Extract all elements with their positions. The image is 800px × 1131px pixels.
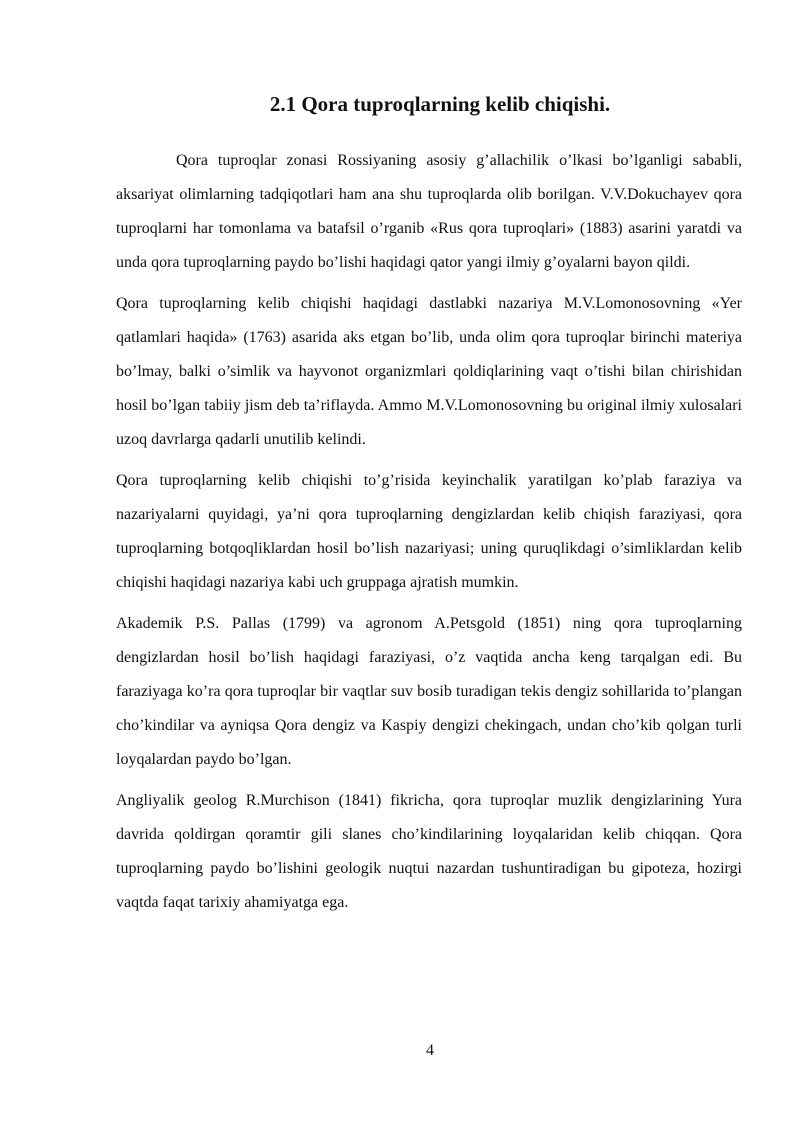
body-text [116,144,742,927]
page-number: 4 [426,1042,434,1059]
paragraph-3: Qora tuproqlarning kelib chiqishi to’g’risida keyinchalik yaratilgan ko’plab faraziya va nazariyalarni quyidagi, ya’ni qora tuproqlarning dengizlardan kelib chiqish faraziyasi, qora tuproqlarning botqoqliklardan hosil bo’lish nazariyasi; uning quruqlikdagi o’simliklardan kelib chiqishi haqidagi nazariya kabi uch gruppaga ajratish mumkin. [116,472,742,591]
paragraph-1: Qora tuproqlar zonasi Rossiyaning asosiy g’allachilik o’lkasi bo’lganligi sababli, aksariyat olimlarning tadqiqotlari ham ana shu tuproqlarda olib borilgan. V.V.Dokuchayev qora tuproqlarni har tomonlama va batafsil o’rganib «Rus qora tuproqlari» (1883) asarini yaratdi va unda qora tuproqlarning paydo bo’lishi haqidagi qator yangi ilmiy g’oyalarni bayon qildi. [116,152,742,271]
paragraph-4: Akademik P.S. Pallas (1799) va agronom A.Petsgold (1851) ning qora tuproqlarning dengizlardan hosil bo’lish haqidagi faraziyasi, o’z vaqtida ancha keng tarqalgan edi. Bu faraziyaga ko’ra qora tuproqlar bir vaqtlar suv bosib turadigan tekis dengiz sohillarida to’plangan cho’kindilar va ayniqsa Qora dengiz va Kaspiy dengizi chekingach, undan cho’kib qolgan turli loyqalardan paydo bo’lgan. [116,615,742,768]
paragraph-5: Angliyalik geolog R.Murchison (1841) fikricha, qora tuproqlar muzlik dengizlarining Yura davrida qoldirgan qoramtir gili slanes cho’kindilarining loyqalaridan kelib chiqqan. Qora tuproqlarning paydo bo’lishini geologik nuqtui nazardan tushuntiradigan bu gipoteza, hozirgi vaqtda faqat tarixiy ahamiyatga ega. [116,792,742,911]
section-heading: 2.1 Qora tuproqlarning kelib chiqishi. [269,92,611,116]
paragraph-2: Qora tuproqlarning kelib chiqishi haqidagi dastlabki nazariya M.V.Lomonosovning «Yer qatlamlari haqida» (1763) asarida aks etgan bo’lib, unda olim qora tuproqlar birinchi materiya bo’lmay, balki o’simlik va hayvonot organizmlari qoldiqlarining vaqt o’tishi bilan chirishidan hosil bo’lgan tabiiy jism deb ta’riflayda. Ammo M.V.Lomonosovning bu original ilmiy xulosalari uzoq davrlarga qadarli unutilib kelindi. [116,295,742,448]
